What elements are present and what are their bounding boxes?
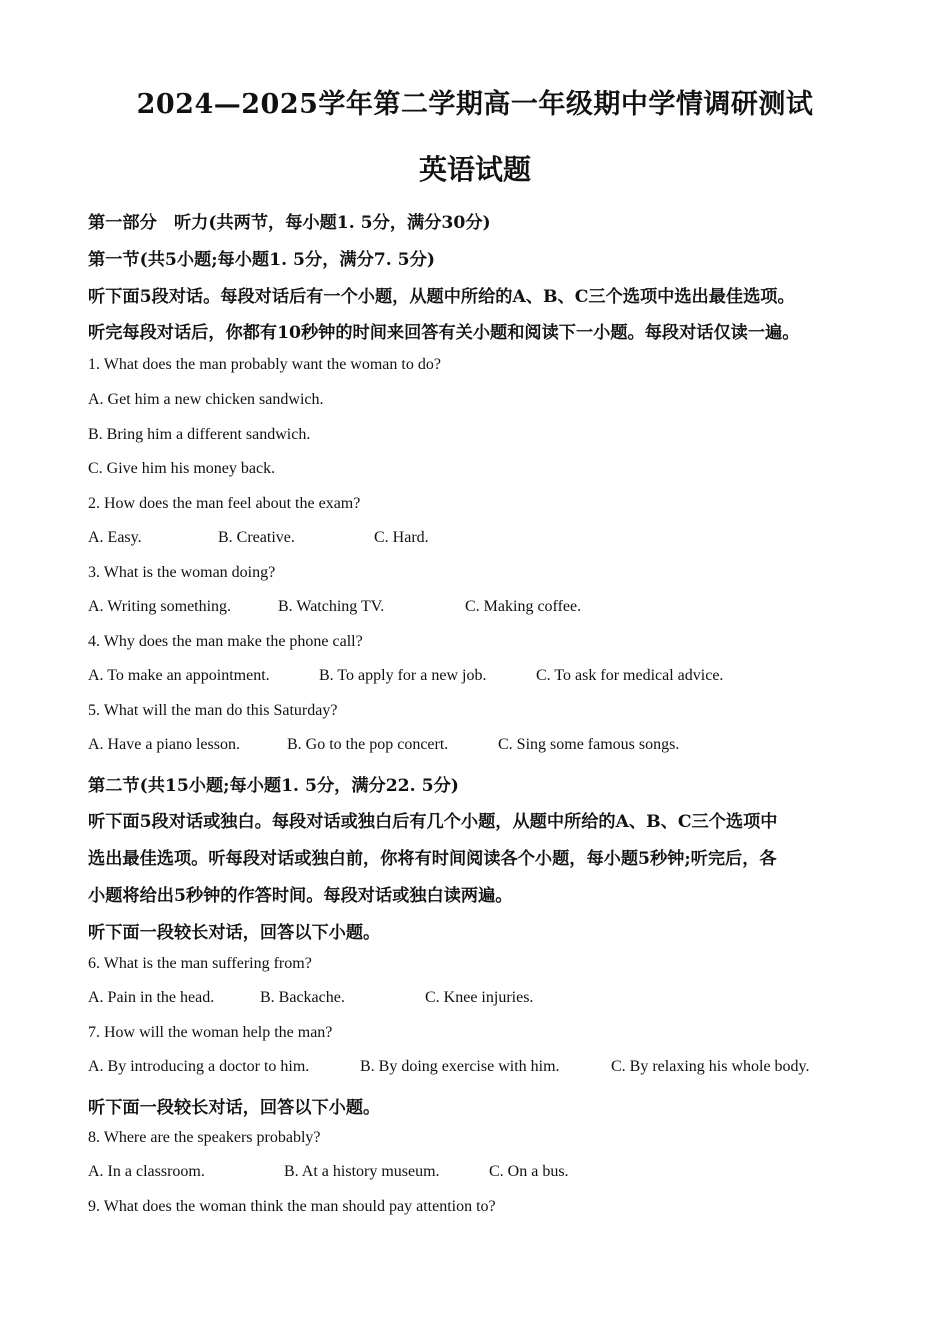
- question-6-option-c: C. Knee injuries.: [425, 989, 534, 1006]
- question-4: 4. Why does the man make the phone call?: [88, 633, 363, 650]
- question-5-option-a: A. Have a piano lesson.: [88, 736, 240, 753]
- question-1-option-b: B. Bring him a different sandwich.: [88, 426, 311, 443]
- section2-instruction-2: 选出最佳选项。听每段对话或独白前，你将有时间阅读各个小题，每小题5秒钟;听完后，各: [88, 849, 777, 869]
- question-1-option-a: A. Get him a new chicken sandwich.: [88, 391, 324, 408]
- question-3: 3. What is the woman doing?: [88, 564, 276, 581]
- question-5-option-c: C. Sing some famous songs.: [498, 736, 680, 753]
- part1-heading: 第一部分 听力(共两节，每小题1. 5分，满分30分): [88, 213, 491, 233]
- question-7-option-b: B. By doing exercise with him.: [360, 1058, 560, 1075]
- question-8: 8. Where are the speakers probably?: [88, 1129, 321, 1146]
- question-2: 2. How does the man feel about the exam?: [88, 495, 361, 512]
- question-3-option-a: A. Writing something.: [88, 598, 232, 615]
- question-4-option-a: A. To make an appointment.: [88, 667, 270, 684]
- question-8-option-c: C. On a bus.: [489, 1163, 569, 1180]
- question-5-option-b: B. Go to the pop concert.: [287, 736, 449, 753]
- section2-instruction-3: 小题将给出5秒钟的作答时间。每段对话或独白读两遍。: [88, 886, 513, 906]
- question-7: 7. How will the woman help the man?: [88, 1024, 333, 1041]
- question-1: 1. What does the man probably want the woman to do?: [88, 356, 441, 373]
- question-1-option-c: C. Give him his money back.: [88, 460, 276, 477]
- question-6: 6. What is the man suffering from?: [88, 955, 312, 972]
- question-5: 5. What will the man do this Saturday?: [88, 702, 338, 719]
- question-8-option-b: B. At a history museum.: [284, 1163, 440, 1180]
- section1-instruction-1: 听下面5段对话。每段对话后有一个小题，从题中所给的A、B、C三个选项中选出最佳选项。: [88, 287, 795, 307]
- section1-heading: 第一节(共5小题;每小题1. 5分，满分7. 5分): [88, 250, 435, 270]
- section2-instruction-1: 听下面5段对话或独白。每段对话或独白后有几个小题，从题中所给的A、B、C三个选项中: [88, 812, 778, 832]
- question-8-option-a: A. In a classroom.: [88, 1163, 205, 1180]
- question-9: 9. What does the woman think the man should pay attention to?: [88, 1198, 496, 1215]
- section2-heading: 第二节(共15小题;每小题1. 5分，满分22. 5分): [88, 776, 459, 796]
- question-3-option-b: B. Watching TV.: [278, 598, 385, 615]
- question-7-option-a: A. By introducing a doctor to him.: [88, 1058, 310, 1075]
- question-2-option-b: B. Creative.: [218, 529, 295, 546]
- exam-subtitle: 英语试题: [418, 153, 531, 186]
- question-6-option-a: A. Pain in the head.: [88, 989, 215, 1006]
- question-4-option-b: B. To apply for a new job.: [319, 667, 487, 684]
- question-2-option-c: C. Hard.: [374, 529, 429, 546]
- question-6-option-b: B. Backache.: [260, 989, 345, 1006]
- exam-title: 2024—2025学年第二学期高一年级期中学情调研测试: [136, 89, 814, 120]
- question-3-option-c: C. Making coffee.: [465, 598, 582, 615]
- question-4-option-c: C. To ask for medical advice.: [536, 667, 724, 684]
- question-2-option-a: A. Easy.: [88, 529, 142, 546]
- dialogue-prompt-2: 听下面一段较长对话，回答以下小题。: [88, 1098, 381, 1118]
- question-7-option-c: C. By relaxing his whole body.: [611, 1058, 810, 1075]
- section1-instruction-2: 听完每段对话后，你都有10秒钟的时间来回答有关小题和阅读下一小题。每段对话仅读一遍。: [88, 323, 800, 343]
- dialogue-prompt-1: 听下面一段较长对话，回答以下小题。: [88, 923, 381, 943]
